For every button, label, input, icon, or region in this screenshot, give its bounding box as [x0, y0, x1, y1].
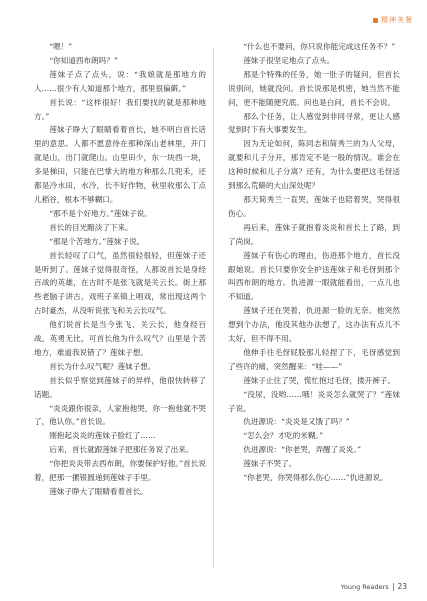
- paragraph: 仇进源说：“你老哭，弄醒了炎炎。”: [243, 445, 362, 455]
- paragraph: “那是个苦地方。”莲妹子说。: [49, 236, 145, 246]
- paragraph: 因为无论如何，陈同志和简秀兰的为人父母，就要和儿子分开，那肯定不是一般的情况。谁会在这种时候和儿子分离？还有，为什么要把这毛伢送到那么荒僻的大山深处呢？: [228, 139, 400, 191]
- paragraph: “没尿，没哟……哦！炎炎怎么就哭了？”莲妹子说。: [228, 389, 400, 413]
- page-number: 23: [397, 582, 407, 591]
- magazine-name: Young Readers: [340, 582, 389, 591]
- paragraph: 莲妹子有伤心的理由，伤进那个地方，首长没跟她说。首长只要你安全护送莲妹子和毛伢到那个叫西布朗的地方。仇进源一眼就能看出，一点儿也不知道。: [228, 250, 400, 302]
- paragraph: 他们说首长是当今张飞、关云长，他身经百战，英勇无比，可首长他为什么叹气？山里是个苦地方，难道我说错了？莲妹子想。: [34, 320, 206, 357]
- paragraph: 莲妹子还在哭着，仇进源一脸的无奈。他突然想到个办法，他没其他办法想了，这办法有点儿不太好，但不得不用。: [228, 306, 400, 344]
- column-divider: [213, 48, 214, 568]
- paragraph: 首长说：“这样很好！我们要找的就是那种地方。”: [34, 97, 206, 121]
- paragraph: 莲妹子很坚定地点了点头。: [243, 55, 335, 65]
- footer-separator: [393, 583, 394, 591]
- paragraph: 那么个任务，让人感觉到非同寻常，更让人感觉到时下有大事要发生。: [228, 111, 400, 135]
- paragraph: 莲妹子睁大了眼睛看着首长。: [49, 487, 148, 496]
- paragraph: “那不是个好地方。”莲妹子说。: [49, 208, 152, 218]
- section-marker-icon: [373, 18, 378, 23]
- left-column: [34, 40, 206, 572]
- paragraph: 他伸手往毛伢屁股那儿轻捏了下，毛伢感觉到了些许的痛，突然醒来：“哇——”: [228, 347, 400, 371]
- paragraph: “你把炎炎带去西布朗，你要保护好他。”首长说着，把那一摞银圆递到莲妹子手里。: [34, 459, 206, 483]
- section-title-text: 精神美餐: [381, 16, 413, 24]
- paragraph: 那是个特殊的任务，她一肚子的疑问，但首长说别问，她就没问。首长说那是机密，她当然不能问，更不能随便究底。问也是白问，首长不会说。: [228, 69, 400, 107]
- right-column: [228, 40, 400, 572]
- paragraph: 后来，首长就跟莲妹子把那任务说了出来。: [49, 445, 194, 455]
- paragraph: 再后来，莲妹子就抱着炎炎和首长上了路，到了尚岗。: [228, 222, 400, 246]
- paragraph: 莲妹子止住了哭，慌忙抱过毛伢，搂开裤子。: [243, 375, 396, 385]
- paragraph: 莲妹子点了点头，说：“我娘就是那地方的人……很少有人知道那个地方，那里很偏僻。”: [34, 69, 206, 93]
- paragraph: 首长的目光黯淡了下来。: [49, 222, 133, 232]
- paragraph: “怎么会？才吃的米糊。”: [243, 431, 324, 441]
- paragraph: “什么也不要问，你只说你能完成这任务不？”: [243, 42, 396, 51]
- paragraph: 仇进源说：“炎炎是又饿了吗？”: [243, 417, 350, 427]
- article-body: [34, 40, 400, 572]
- page-header: [0, 0, 427, 40]
- section-title: [373, 15, 413, 25]
- paragraph: 首长似乎察觉到莲妹子的异样，他很快转移了话题。: [34, 375, 206, 399]
- paragraph: “嗯！”: [49, 42, 73, 51]
- paragraph: 首长为什么叹气呢？莲妹子想。: [49, 361, 156, 371]
- paragraph: “炎炎跟你很亲，人家抱他哭，你一抱他就不哭了，他认你。”首长说。: [34, 403, 206, 427]
- paragraph: 那天简秀兰一直哭，莲妹子也陪着哭，哭得很伤心。: [228, 194, 400, 218]
- paragraph: “你老哭，你哭得那么伤心……”仇进源说。: [243, 473, 388, 483]
- paragraph: 莲妹子睁大了眼睛看着首长，她不明白首长话里的意思。人都不愿意待在那种深山老林里，开门就是山，出门就爬山。山里田少，东一块西一块，多是梯田，只能在巴掌大的地方种那么几兜禾，还都是冷水田，水冷，长不好作物，秋里收那么丁点儿稻谷，根本不够糊口。: [34, 125, 206, 204]
- paragraph: 莲妹子不哭了。: [243, 459, 297, 469]
- paragraph: “你知道西布朗吗？”: [49, 55, 118, 65]
- paragraph: 首长轻叹了口气，虽然很轻很轻，但莲妹子还是听到了。莲妹子觉得很奇怪，人都说首长是身经百战的英雄，在古时不是张飞就是关云长。街上那些老脑子讲古，戏班子来镇上唱戏，常出现这两个古时豪杰，从没听说张飞和关云长叹气。: [34, 250, 206, 316]
- paragraph: 刚抱起炎炎的莲妹子脸红了……: [49, 431, 156, 441]
- page-footer: [341, 582, 407, 591]
